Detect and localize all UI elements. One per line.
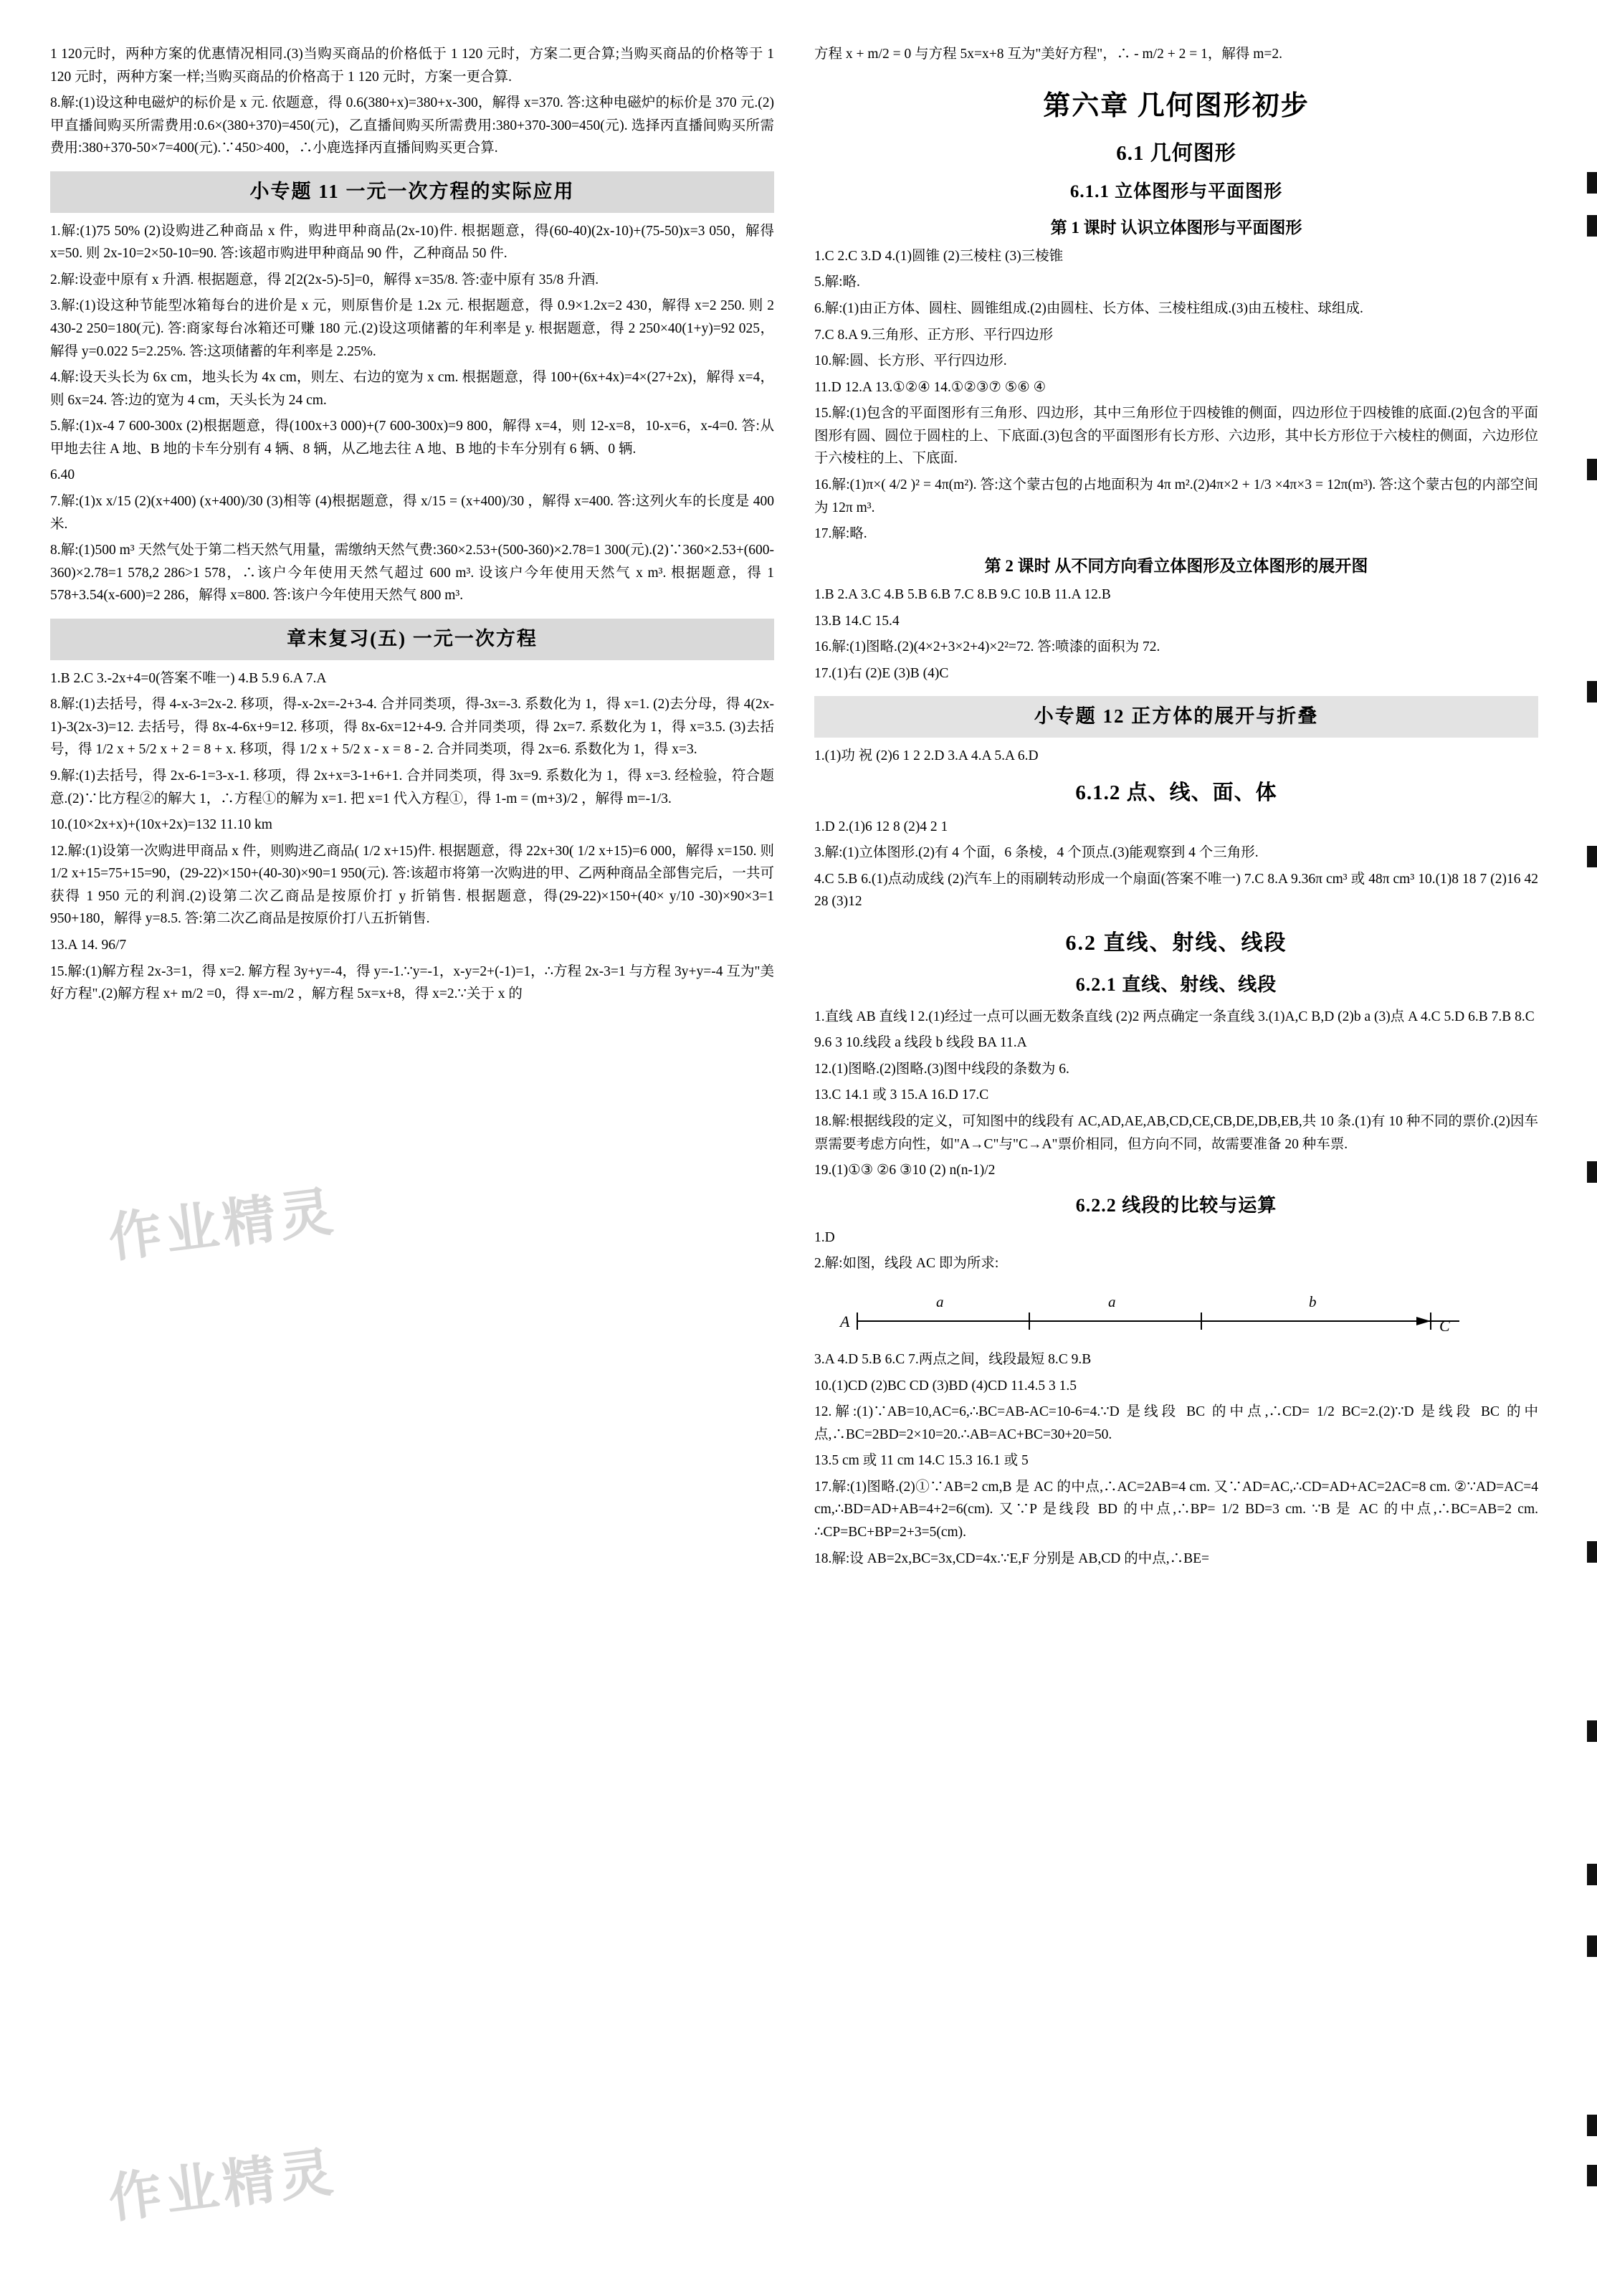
paragraph: 13.C 14.1 或 3 15.A 16.D 17.C: [814, 1087, 989, 1103]
paragraph: 17.(1)右 (2)E (3)B (4)C: [814, 665, 949, 681]
paragraph: 15.解:(1)解方程 2x-3=1，得 x=2. 解方程 3y+y=-4，得 y=-1.∵y=-1，x-y=2+(-1)=1，∴方程 2x-3=1 与方程 3y+y=-4 互为"美好方程".(2)解方程 x+ m/2 =0，得 x=-m/2 ，解方程 5x=x+8，得 x=2.∵关于 x 的: [50, 963, 774, 1002]
lesson-title: 第 2 课时 从不同方向看立体图形及立体图形的展开图: [984, 556, 1368, 575]
svg-text:a: a: [1108, 1292, 1116, 1310]
paragraph: 1.B 2.C 3.-2x+4=0(答案不唯一) 4.B 5.9 6.A 7.A: [50, 670, 327, 686]
paragraph: 5.解:(1)x-4 7 600-300x (2)根据题意，得(100x+3 000)+(7 600-300x)=9 800，解得 x=4，则 12-x=8，10-x=6，x-4=0. 答:从甲地去往 A 地、B 地的卡车分别有 4 辆、8 辆，从乙地去往 A 地、B 地的卡车分别有 6 辆、0 辆.: [50, 419, 774, 457]
paragraph: 11.D 12.A 13.①②④ 14.①②③⑦ ⑤⑥ ④: [814, 379, 1047, 395]
lesson-title: 第 1 课时 认识立体图形与平面图形: [1050, 218, 1302, 237]
paragraph: 7.C 8.A 9.三角形、正方形、平行四边形: [814, 327, 1054, 343]
edge-marks: [1584, 0, 1597, 2296]
svg-text:C: C: [1439, 1316, 1450, 1335]
paragraph: 13.B 14.C 15.4: [814, 613, 900, 629]
paragraph: 3.解:(1)立体图形.(2)有 4 个面，6 条棱，4 个顶点.(3)能观察到 4 个三角形.: [814, 845, 1259, 861]
watermark: 作业精灵: [105, 2141, 340, 2229]
section-banner: 章末复习(五) 一元一次方程: [50, 619, 774, 660]
section-title: 6.2 直线、射线、线段: [1065, 930, 1287, 955]
paragraph: 6.40: [50, 467, 75, 483]
paragraph: 12.解:(1)∵AB=10,AC=6,∴BC=AB-AC=10-6=4.∵D 是线段 BC 的中点,∴CD= 1/2 BC=2.(2)∵D 是线段 BC 的中点,∴BC=2BD=2×10=20.∴AB=AC+BC=30+20=50.: [814, 1404, 1538, 1442]
paragraph: 4.解:设天头长为 6x cm，地头长为 4x cm，则左、右边的宽为 x cm. 根据题意，得 100+(6x+4x)=4×(27+2x)，解得 x=4，则 6x=24. 答:边的宽为 4 cm，天头长为 24 cm.: [50, 370, 774, 408]
chapter-title: 第六章 几何图形初步: [1043, 90, 1310, 121]
section-banner: 小专题 12 正方体的展开与折叠: [814, 696, 1538, 738]
left-column: [50, 43, 774, 2265]
paragraph: 1.直线 AB 直线 l 2.(1)经过一点可以画无数条直线 (2)2 两点确定一条直线 3.(1)A,C B,D (2)b a (3)点 A 4.C 5.D 6.B 7.B 8.C: [814, 1009, 1535, 1024]
paragraph: 4.C 5.B 6.(1)点动成线 (2)汽车上的雨刷转动形成一个扇面(答案不唯一) 7.C 8.A 9.36π cm³ 或 48π cm³ 10.(1)8 18 7 (2)16 42 28 (3)12: [814, 871, 1538, 910]
paragraph: 1.(1)功 祝 (2)6 1 2 2.D 3.A 4.A 5.A 6.D: [814, 748, 1039, 764]
paragraph: 1.D: [814, 1229, 835, 1245]
subsection-title: 6.2.2 线段的比较与运算: [1075, 1194, 1277, 1216]
paragraph: 12.解:(1)设第一次购进甲商品 x 件，则购进乙商品( 1/2 x+15)件. 根据题意，得 22x+30( 1/2 x+15)=6 000，解得 x=150. 则 1/2 x+15=75+15=90，(29-22)×150+(40-30)×90=1 950(元). 答:该超市将第一次购进的甲、乙两种商品全部售完后，一共可获得 1 950 元的利润.(2)设第二次乙商品是按原价打 y 折销售. 根据题意，得(29-22)×150+(40× y/10 -30)×90×3=1 950+180，解得 y=8.5. 答:第二次乙商品是按原价打八五折销售.: [50, 843, 774, 927]
paragraph: 1.B 2.A 3.C 4.B 5.B 6.B 7.C 8.B 9.C 10.B 11.A 12.B: [814, 587, 1111, 603]
paragraph: 9.6 3 10.线段 a 线段 b 线段 BA 11.A: [814, 1035, 1027, 1051]
paragraph: 16.解:(1)π×( 4/2 )² = 4π(m²). 答:这个蒙古包的占地面积为 4π m².(2)4π×2 + 1/3 ×4π×3 = 12π(m³). 答:这个蒙古包的内部空间为 12π m³.: [814, 477, 1538, 515]
paragraph: 3.解:(1)设这种节能型冰箱每台的进价是 x 元，则原售价是 1.2x 元. 根据题意，得 0.9×1.2x=2 430，解得 x=2 250. 则 2 430-2 250=180(元). 答:商家每台冰箱还可赚 180 元.(2)设这项储蓄的年利率是 y. 根据题意，得 2 250×40(1+y)=92 025，解得 y=0.022 5=2.25%. 答:这项储蓄的年利率是 2.25%.: [50, 298, 774, 359]
paragraph: 1.D 2.(1)6 12 8 (2)4 2 1: [814, 819, 948, 834]
paragraph: 2.解:设壶中原有 x 升酒. 根据题意，得 2[2(2x-5)-5]=0，解得 x=35/8. 答:壶中原有 35/8 升酒.: [50, 272, 599, 287]
paragraph: 18.解:根据线段的定义，可知图中的线段有 AC,AD,AE,AB,CD,CE,CB,DE,DB,EB,共 10 条.(1)有 10 种不同的票价.(2)因车票需要考虑方向性，如"A→C"与"C→A"票价相同，但方向不同，故需要准备 20 种车票.: [814, 1113, 1538, 1152]
paragraph: 18.解:设 AB=2x,BC=3x,CD=4x.∵E,F 分别是 AB,CD 的中点,∴BE=: [814, 1550, 1209, 1566]
svg-text:b: b: [1309, 1292, 1317, 1310]
paragraph: 8.解:(1)设这种电磁炉的标价是 x 元. 依题意，得 0.6(380+x)=380+x-300，解得 x=370. 答:这种电磁炉的标价是 370 元.(2)甲直播间购买所需费用:0.6×(380+370)=450(元)，乙直播间购买所需费用:380+370-300=450(元). 选择丙直播间购买所需费用:380+370-50×7=400(元).∵450>400，∴小鹿选择丙直播间购买更合算.: [50, 95, 774, 156]
paragraph: 方程 x + m/2 = 0 与方程 5x=x+8 互为"美好方程"，∴ - m/2 + 2 = 1，解得 m=2.: [814, 47, 1282, 62]
section-banner: 小专题 11 一元一次方程的实际应用: [50, 171, 774, 213]
paragraph: 10.(1)CD (2)BC CD (3)BD (4)CD 11.4.5 3 1.5: [814, 1378, 1077, 1394]
paragraph: 12.(1)图略.(2)图略.(3)图中线段的条数为 6.: [814, 1061, 1069, 1077]
subsection-title: 6.2.1 直线、射线、线段: [1075, 973, 1277, 995]
paragraph: 1 120元时，两种方案的优惠情况相同.(3)当购买商品的价格低于 1 120 元时，方案二更合算;当购买商品的价格等于 1 120 元时，两种方案一样;当购买商品的价格高于 1 120 元时，方案一更合算.: [50, 47, 774, 85]
svg-text:a: a: [936, 1292, 944, 1310]
paragraph: 8.解:(1)500 m³ 天然气处于第二档天然气用量，需缴纳天然气费:360×2.53+(500-360)×2.78=1 300(元).(2)∵360×2.53+(600-360)×2.78=1 578,2 286>1 578，∴该户今年使用天然气超过 600 m³. 设该户今年使用天然气 x m³. 根据题意，得 1 578+3.54(x-600)=2 286，解得 x=800. 答:该户今年使用天然气 800 m³.: [50, 543, 774, 604]
paragraph: 1.C 2.C 3.D 4.(1)圆锥 (2)三棱柱 (3)三棱锥: [814, 248, 1064, 264]
paragraph: 7.解:(1)x x/15 (2)(x+400) (x+400)/30 (3)相等 (4)根据题意，得 x/15 = (x+400)/30 ，解得 x=400. 答:这列火车的长度是 400 米.: [50, 493, 774, 532]
watermark: 作业精灵: [105, 1181, 340, 1269]
paragraph: 16.解:(1)图略.(2)(4×2+3×2+4)×2²=72. 答:喷漆的面积为 72.: [814, 639, 1160, 655]
paragraph: 5.解:略.: [814, 275, 860, 290]
paragraph: 1.解:(1)75 50% (2)设购进乙种商品 x 件，购进甲种商品(2x-10)件. 根据题意，得(60-40)(2x-10)+(75-50)x=3 050，解得 x=50. 则 2x-10=2×50-10=90. 答:该超市购进甲种商品 90 件，乙种商品 50 件.: [50, 223, 774, 262]
subsection-title: 6.1.2 点、线、面、体: [1075, 781, 1277, 804]
paragraph: 13.5 cm 或 11 cm 14.C 15.3 16.1 或 5: [814, 1453, 1029, 1469]
paragraph: 10.(10×2x+x)+(10x+2x)=132 11.10 km: [50, 817, 272, 833]
two-column-body: [50, 43, 1547, 2265]
right-column: [814, 43, 1538, 2265]
segment-diagram: [814, 1284, 1538, 1340]
svg-text:A: A: [840, 1312, 850, 1330]
paragraph: 15.解:(1)包含的平面图形有三角形、四边形，其中三角形位于四棱锥的侧面，四边形位于四棱锥的底面.(2)包含的平面图形有圆、圆位于圆柱的上、下底面.(3)包含的平面图形有长方形、六边形，其中长方形位于六棱柱的侧面，六边形位于六棱柱的上、下底面.: [814, 406, 1538, 467]
paragraph: 13.A 14. 96/7: [50, 937, 127, 953]
paragraph: 2.解:如图，线段 AC 即为所求:: [814, 1256, 999, 1272]
subsection-title: 6.1.1 立体图形与平面图形: [1069, 182, 1283, 202]
paragraph: 17.解:略.: [814, 526, 867, 542]
paragraph: 17.解:(1)图略.(2)①∵AB=2 cm,B 是 AC 的中点,∴AC=2AB=4 cm. 又∵AD=AC,∴CD=AD+AC=2AC=8 cm. ②∵AD=AC=4 cm,∴BD=AD+AB=4+2=6(cm). 又∵P 是线段 BD 的中点,∴BP= 1/2 BD=3 cm. ∵B 是 AC 的中点,∴BC=AB=2 cm. ∴CP=BC+BP=2+3=5(cm).: [814, 1479, 1538, 1540]
paragraph: 19.(1)①③ ②6 ③10 (2) n(n-1)/2: [814, 1163, 996, 1178]
paragraph: 8.解:(1)去括号，得 4-x-3=2x-2. 移项，得-x-2x=-2+3-4. 合并同类项，得-3x=-3. 系数化为 1，得 x=1. (2)去分母，得 4(2x-1)-3(2x-3)=12. 去括号，得 8x-4-6x+9=12. 移项，得 8x-6x=12+4-9. 合并同类项，得 2x=7. 系数化为 1，得 x=3.5. (3)去括号，得 1/2 x + 5/2 x + 2 = 8 + x. 移项，得 1/2 x + 5/2 x - x = 8 - 2. 合并同类项，得 2x=6. 系数化为 1，得 x=3.: [50, 697, 774, 758]
paragraph: 3.A 4.D 5.B 6.C 7.两点之间，线段最短 8.C 9.B: [814, 1351, 1092, 1367]
paragraph: 9.解:(1)去括号，得 2x-6-1=3-x-1. 移项，得 2x+x=3-1+6+1. 合并同类项，得 3x=9. 系数化为 1，得 x=3. 经检验，符合题意.(2)∵比方程②的解大 1，∴方程①的解为 x=1. 把 x=1 代入方程①，得 1-m = (m+3)/2 ，解得 m=-1/3.: [50, 768, 774, 806]
section-title: 6.1 几何图形: [1116, 142, 1236, 166]
paragraph: 6.解:(1)由正方体、圆柱、圆锥组成.(2)由圆柱、长方体、三棱柱组成.(3)由五棱柱、球组成.: [814, 301, 1363, 316]
paragraph: 10.解:圆、长方形、平行四边形.: [814, 353, 1007, 369]
